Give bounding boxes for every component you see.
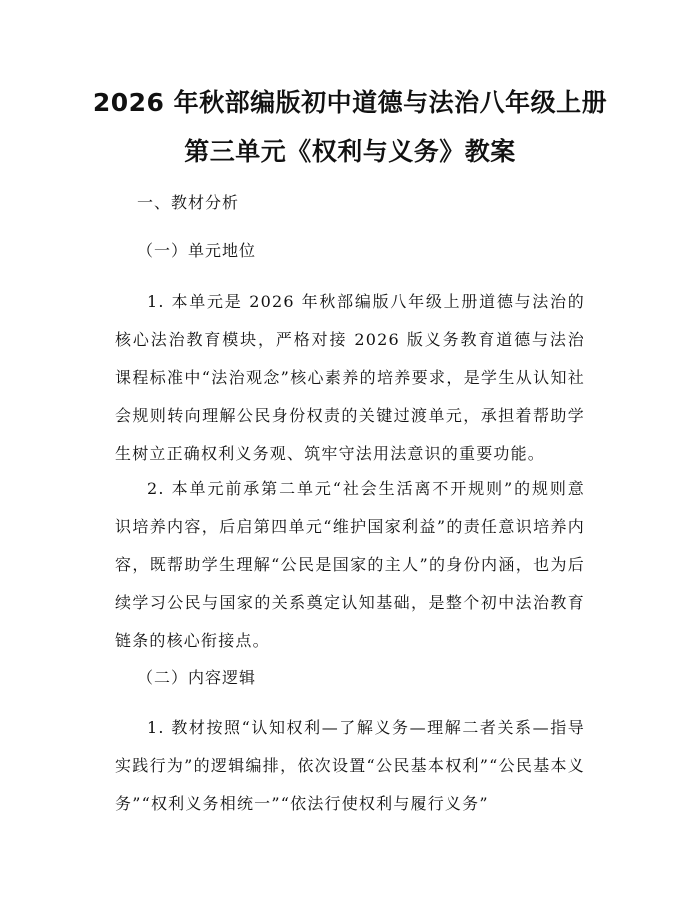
subsection-heading-content-logic: （二）内容逻辑 — [137, 668, 257, 687]
subsection-heading-unit-position: （一）单元地位 — [137, 241, 257, 260]
document-title-line-1: 2026 年秋部编版初中道德与法治八年级上册 — [92, 88, 608, 117]
paragraph-unit-position-2: 2. 本单元前承第二单元“社会生活离不开规则”的规则意识培养内容，后启第四单元“维护国家利益”的责任意识培养内容，既帮助学生理解“公民是国家的主人”的身份内涵，也为后续学习公民与国家的关系奠定认知基础，是整个初中法治教育链条的核心衔接点。 — [115, 479, 585, 650]
paragraph-unit-position-1: 1. 本单元是 2026 年秋部编版八年级上册道德与法治的核心法治教育模块，严格对接 2026 版义务教育道德与法治课程标准中“法治观念”核心素养的培养要求，是学生从认知社会规则转向理解公民身份权责的关键过渡单元，承担着帮助学生树立正确权利义务观、筑牢守法用法意识的重要功能。 — [115, 292, 585, 463]
document-title-line-2: 第三单元《权利与义务》教案 — [184, 137, 516, 166]
section-heading-textbook-analysis: 一、教材分析 — [137, 193, 240, 212]
paragraph-content-logic-1: 1. 教材按照“认知权利—了解义务—理解二者关系—指导实践行为”的逻辑编排，依次设置“公民基本权利”“公民基本义务”“权利义务相统一”“依法行使权利与履行义务” — [115, 718, 585, 813]
